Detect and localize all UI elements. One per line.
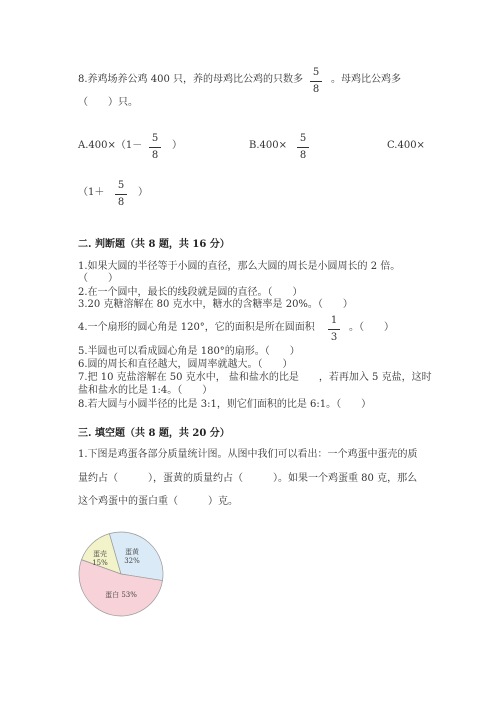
fraction-bar [115,194,127,195]
q8-option-c-pre: C.400× [387,140,425,151]
q8-frac-den: 8 [312,84,320,95]
q8-option-c-line2-post: ） [138,187,148,198]
egg-composition-pie-chart [74,527,174,627]
fill-q1-line3: 这个鸡蛋中的蛋白重（ ）克。 [78,496,238,507]
fill-q1-line1: 1.下图是鸡蛋各部分质量统计图。从图中我们可以看出：一个鸡蛋中蛋壳的质 [78,449,418,460]
q8-option-a-fraction [148,133,162,162]
q8-stem-line2: （ ）只。 [78,97,138,108]
tf-q1: 1.如果大圆的半径等于小圆的直径，那么大圆的周长是小圆周长的 2 倍。 [78,261,401,272]
fraction-bar [310,81,322,82]
tf-q3: 3.20 克糖溶解在 80 克水中，糖水的含糖率是 20%。（ ） [78,299,353,310]
pie-label: 蛋白 53% [105,591,137,599]
fraction-bar [297,147,309,148]
pie-label: 蛋黄 32% [124,548,140,565]
tf-q8: 8.若大圆与小圆半径的比是 3:1，则它们面积的比是 6:1。（ ） [78,399,372,410]
frac-den: 8 [151,150,159,161]
frac-num: 5 [117,180,125,191]
q8-frac-num: 5 [312,67,320,78]
frac-den: 8 [299,150,307,161]
q8-option-c-fraction [114,180,128,209]
q8-fraction [309,67,323,96]
q8-option-b-pre: B.400× [249,140,287,151]
tf-q7-line1: 7.把 10 克盐溶解在 50 克水中， 盐和盐水的比是 ，若再加入 5 克盐，这时 [78,372,432,383]
frac-num: 5 [299,133,307,144]
frac-num: 1 [330,315,338,326]
tf-q6: 6.圆的周长和直径越大，圆周率就越大。（ ） [78,359,293,370]
tf-q7-line2: 盐和盐水的比是 1:4。（ ） [78,385,213,396]
tf-q1-answer: （ ） [78,273,118,284]
q8-option-b-fraction [296,133,310,162]
q8-stem-line1: 8.养鸡场养公鸡 400 只，养的母鸡比公鸡的只数多 [78,74,303,85]
q8-option-a-pre: A.400×（1－ [78,140,143,151]
tf-q2: 2.在一个圆中，最长的线段就是圆的直径。（ ） [78,287,303,298]
pie-label: 蛋壳 15% [92,550,108,567]
section3-title: 三. 填空题（共 8 题，共 20 分） [78,428,230,439]
tf-q5: 5.半圆也可以看成圆心角是 180°的扇形。（ ） [78,346,300,357]
frac-den: 3 [330,332,338,343]
fraction-bar [149,147,161,148]
q8-stem-line1-end: 。母鸡比公鸡多 [331,74,401,85]
tf-q4-pre: 4.一个扇形的圆心角是 120°，它的面积是所在圆面积 [78,322,315,333]
q8-option-a-post: ） [172,140,182,151]
frac-den: 8 [117,197,125,208]
tf-q4-fraction [327,315,341,344]
tf-q4-post: 。（ ） [349,322,394,333]
frac-num: 5 [151,133,159,144]
fill-q1-line2: 量约占（ ），蛋黄的质量约占（ ）。如果一个鸡蛋重 80 克，那么 [78,473,418,484]
q8-option-c-line2-pre: （1＋ [78,187,105,198]
fraction-bar [328,329,340,330]
section2-title: 二. 判断题（共 8 题，共 16 分） [78,239,230,250]
